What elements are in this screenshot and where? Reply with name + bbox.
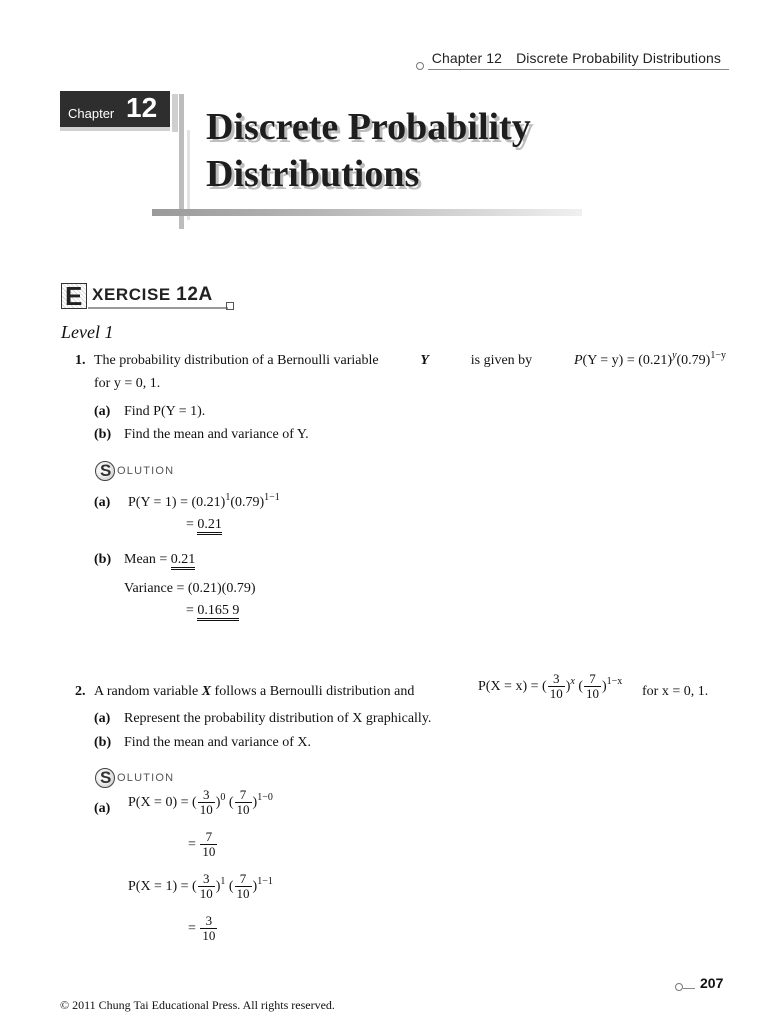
chapter-badge-shadow: [60, 127, 170, 131]
q1-text-b: is given by: [470, 353, 533, 368]
q2-sol-p1-result: = $\frac{3}{10}$: [188, 913, 216, 943]
q2-sol-a-label: (a): [94, 801, 111, 816]
exercise-badge-letter: E: [65, 281, 83, 311]
chapter-title-line2: Distributions: [206, 153, 420, 195]
q1-sol-a-expr: $P(Y = 1) = (0.21)^1(0.79)^{1-1}$: [128, 492, 280, 510]
q2-sol-p0: P(X = 0) = ( $\frac{3}{10}$ )$^0$ ( $\frac{7}{10}$ )$^{1-0}$: [128, 787, 273, 817]
chapter-number: 12: [126, 92, 158, 123]
copyright-notice: © 2011 Chung Tai Educational Press. All rights reserved.: [60, 998, 335, 1012]
running-header: [432, 50, 721, 66]
q2-part-b-text: Find the mean and variance of X.: [124, 735, 311, 750]
q2-number: 2.: [75, 684, 86, 699]
exercise-number: 12A: [176, 284, 213, 305]
header-rule: [428, 69, 729, 70]
chapter-badge-edge: [172, 94, 178, 132]
chapter-badge: [60, 91, 170, 127]
q2-part-b-label: (b): [94, 735, 112, 750]
q1-sol-a-label: (a): [94, 495, 111, 510]
exercise-badge-icon: [61, 283, 87, 309]
q1-part-a-text: Find P(Y = 1).: [124, 404, 206, 419]
title-underline-gradient: [152, 209, 582, 216]
q1-formula: $P(Y = y) = (0.21)^y(0.79)^{1-y}$: [573, 350, 726, 368]
level-heading: Level 1: [61, 322, 114, 342]
chapter-word: Chapter: [68, 106, 115, 121]
page-number-dot: [675, 983, 683, 991]
exercise-heading-word: XERCISE: [92, 285, 171, 304]
header-dot-ornament: [416, 62, 424, 70]
page-number-rule: [683, 988, 695, 989]
running-header-chapter: Chapter 12: [431, 50, 503, 66]
q2-line1-text: A random variable X follows a Bernoulli distribution and: [94, 684, 415, 699]
q1-sol-b-variance-result: = 0.165 9: [186, 602, 239, 620]
q2-formula: P(X = x) = ( $\frac{3}{10}$ )$^x$ ( $\frac{7}{10}$ )$^{1-x}$: [478, 671, 623, 701]
q1-sol-a-result: = 0.21: [186, 516, 222, 534]
q2-part-a-label: (a): [94, 711, 111, 726]
q1-text-a: The probability distribution of a Bernoulli variable: [94, 353, 379, 368]
chapter-title: [206, 104, 531, 198]
q1-line2: for y = 0, 1.: [94, 376, 161, 391]
q1-sol-b-mean: Mean = 0.21: [124, 551, 195, 569]
title-vertical-bar-light: [187, 130, 190, 220]
solution-badge-icon-2: S: [95, 768, 115, 788]
solution-badge-icon: S: [95, 461, 115, 481]
chapter-title-line1: Discrete Probability: [206, 106, 531, 148]
q2-sol-p0-result: = $\frac{7}{10}$: [188, 829, 216, 859]
q1-var-y: Y: [420, 353, 429, 368]
page-number: 207: [700, 975, 724, 991]
q1-sol-b-label: (b): [94, 552, 112, 567]
q1-sol-b-variance: Variance = (0.21)(0.79): [124, 581, 256, 596]
exercise-underline: [88, 307, 228, 309]
solution-heading-2: OLUTION: [117, 772, 175, 784]
solution-heading: OLUTION: [117, 465, 175, 477]
running-header-title: Discrete Probability Distributions: [516, 50, 721, 66]
q2-frac-3-10: $\frac{3}{10}$: [549, 671, 563, 701]
q2-frac-7-10: $\frac{7}{10}$: [585, 671, 599, 701]
q2-part-a-text: Represent the probability distribution of X graphically.: [124, 711, 432, 726]
q1-line1: [94, 352, 726, 370]
q1-number: 1.: [75, 353, 86, 368]
exercise-underline-end: [226, 302, 234, 310]
q2-sol-p1: P(X = 1) = ( $\frac{3}{10}$ )$^1$ ( $\frac{7}{10}$ )$^{1-1}$: [128, 871, 273, 901]
exercise-heading: [92, 284, 213, 306]
q1-part-b-text: Find the mean and variance of Y.: [124, 427, 309, 442]
q1-part-a-label: (a): [94, 404, 111, 419]
q1-part-b-label: (b): [94, 427, 112, 442]
q2-for-text: for x = 0, 1.: [642, 684, 709, 699]
